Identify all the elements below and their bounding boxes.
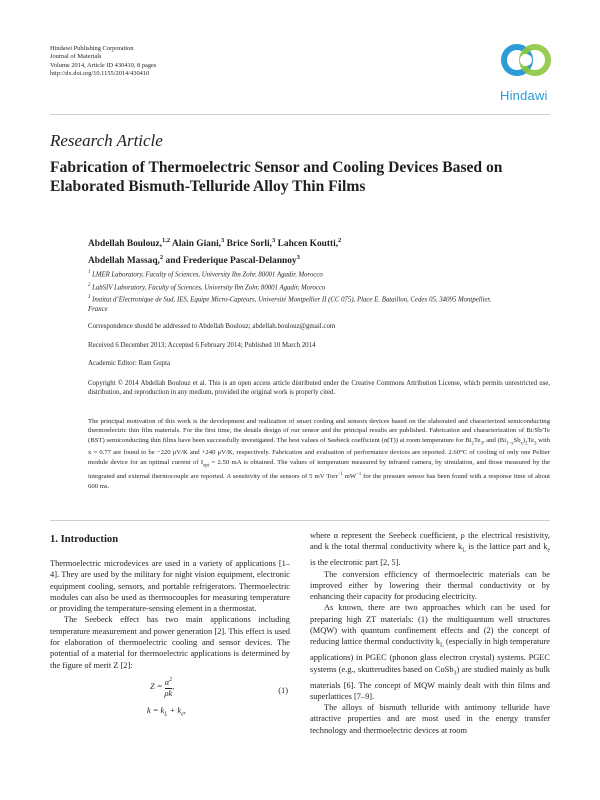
article-dates: Received 6 December 2013; Accepted 6 February 2014; Published 10 March 2014 bbox=[88, 342, 316, 349]
abstract-text: The principal motivation of this work is the development and realization of smart cooling and sensors devices based on the elaborated and characterized semiconducting thermoelectric thin film materials. For the first time, the details design of our sensor and the principal results are published. Fabrication and characterization of Bi/Sb/Te (BST) semiconducting thin films have been successfully investigated. The best values of Seebeck coefficient (α(T)) at room temperature for $Bi_2Te_3$, and $(Bi_{1-x}Sb_x)_2Te_3$ with x = 0.77 are found to be −220 μV/K and +240 μV/K, respectively. Fabrication and evaluation of performance devices are reported. 2.60°C of cooling of only one Peltier module device for an optimal current of $I_{opt} = 2.50$ mA is obtained. The values of temperature measured by infrared camera, by simulation, and those measured by the integrated and external thermocouple are reported. A sensitivity of the sensors of 5 mV Torr$^{-1}$ $mW^{-1}$ for the pressure sensor has been found with a response time of about 600 ms. bbox=[88, 418, 551, 490]
paragraph: The Seebeck effect has two main applications including temperature measurement and power generation [2]. This effect is used for elaboration of thermoelectric cooling and sensor devices. The potential of a material for thermoelectric applications is determined by the figure of merit Z [2]: bbox=[50, 615, 290, 670]
affiliation bbox=[88, 281, 548, 293]
affiliation-text: Institut d’Electronique de Sud, IES, Equipe Micro-Capteurs, Université Montpellier II (CC 075), Place E. Bataillon, Cedex 05, 34095 Montpellier, France bbox=[88, 296, 492, 313]
author-affiliation-mark: 2 bbox=[338, 237, 342, 244]
affiliation bbox=[88, 293, 508, 314]
author-list bbox=[88, 234, 528, 268]
article-type: Research Article bbox=[50, 131, 163, 150]
affiliation bbox=[88, 268, 548, 280]
academic-editor: Academic Editor: Ram Gupta bbox=[88, 360, 171, 367]
paragraph: where α represent the Seebeck coefficient, ρ the electrical resistivity, and k the total thermal conductivity where $k_L$ is the lattice part and $k_e$ is the electronic part [2, 5]. bbox=[310, 531, 550, 568]
author-name: Abdellah Massaq, bbox=[88, 256, 160, 267]
author-name: Alain Giani, bbox=[172, 239, 222, 250]
paper-title: Fabrication of Thermoelectric Sensor and Cooling Devices Based on Elaborated Bismuth-Telluride Alloy Thin Films bbox=[50, 159, 503, 195]
header-divider bbox=[50, 114, 550, 115]
hindawi-logo bbox=[497, 38, 557, 106]
author-name: and Frederique Pascal-Delannoy bbox=[165, 256, 297, 267]
paragraph: As known, there are two approaches which can be used for preparing high ZT materials: (1) the multiquantum well structures (MQW) with quantum confinement effects and (2) the concept of reducing lattice thermal conductivity $k_L$ (especially in high temperature applications) in PGEC (phonon glass electron crystal) systems. PGEC systems (e.g., skutterudites based on CoSb$_3$) are studied mainly as bulk materials [6]. The concept of MQW mainly dealt with thin films and superlattices [7–9]. bbox=[310, 603, 550, 701]
author-name: Brice Sorli, bbox=[226, 239, 272, 250]
paragraph: The conversion efficiency of thermoelectric materials can be improved either by lowering their thermal conductivity or by enhancing their capacity for producing electricity. bbox=[310, 569, 550, 602]
hindawi-logo-icon bbox=[497, 38, 557, 88]
author-affiliation-mark: 3 bbox=[221, 237, 225, 244]
left-column bbox=[50, 558, 290, 725]
affiliation-number: 2 bbox=[88, 283, 91, 288]
equation-figure-of-merit: Z = $\frac{\alpha^2}{\rho k}$ , bbox=[150, 676, 175, 698]
affiliation-text: LMER Laboratory, Faculty of Sciences, University Ibn Zohr, 80001 Agadir, Morocco bbox=[92, 271, 323, 279]
doi-link[interactable]: http://dx.doi.org/10.1155/2014/430410 bbox=[50, 70, 150, 78]
journal-name: Journal of Materials bbox=[50, 53, 102, 61]
copyright-notice: Copyright © 2014 Abdellah Boulouz et al. This is an open access article distributed under the Creative Commons Attribution License, which permits unrestricted use, distribution, and reproduction in any medium, provided the original work is properly cited. bbox=[88, 380, 550, 397]
equation-number: (1) bbox=[278, 685, 288, 695]
right-column bbox=[310, 530, 550, 736]
affiliation-text: LabSIV Laboratory, Faculty of Sciences, University Ibn Zohr, 80001 Agadir, Morocco bbox=[92, 284, 326, 292]
paragraph: Thermoelectric microdevices are used in a variety of applications [1–4]. They are used by the military for night vision equipment, electronic equipment cooling, sensors, and portable refrigerators. Thermoelectric modules can also be used as thermocouples for measuring temperature or providing the temperature-sensing element in a thermostat. bbox=[50, 559, 290, 614]
affiliation-number: 3 bbox=[88, 295, 91, 300]
affiliation-number: 1 bbox=[88, 270, 91, 275]
volume-info: Volume 2014, Article ID 430410, 8 pages bbox=[50, 61, 157, 69]
paragraph: The alloys of bismuth telluride with antimony telluride have attractive properties and are most used in the energy transfer technology and thermoelectric devices at room bbox=[310, 703, 550, 735]
author-name: Abdellah Boulouz, bbox=[88, 239, 162, 250]
equation-thermal-conductivity: $k = k_L + k_e$, bbox=[147, 705, 186, 718]
publication-info bbox=[50, 45, 156, 79]
abstract bbox=[88, 417, 550, 491]
author-affiliation-mark: 3 bbox=[296, 254, 300, 262]
equation-1 bbox=[50, 671, 290, 725]
publisher-name: Hindawi Publishing Corporation bbox=[50, 45, 134, 52]
author-affiliation-mark: 2 bbox=[159, 254, 164, 262]
section-divider bbox=[50, 520, 550, 521]
section-heading: 1. Introduction bbox=[50, 534, 119, 545]
logo-wordmark: Hindawi bbox=[500, 88, 548, 103]
author-affiliation-mark: 1,2 bbox=[161, 237, 171, 244]
correspondence: Correspondence should be addressed to Abdellah Boulouz; abdellah.boulouz@gmail.com bbox=[88, 323, 336, 330]
author-affiliation-mark: 3 bbox=[271, 237, 276, 244]
author-name: Lahcen Koutti, bbox=[277, 239, 339, 250]
